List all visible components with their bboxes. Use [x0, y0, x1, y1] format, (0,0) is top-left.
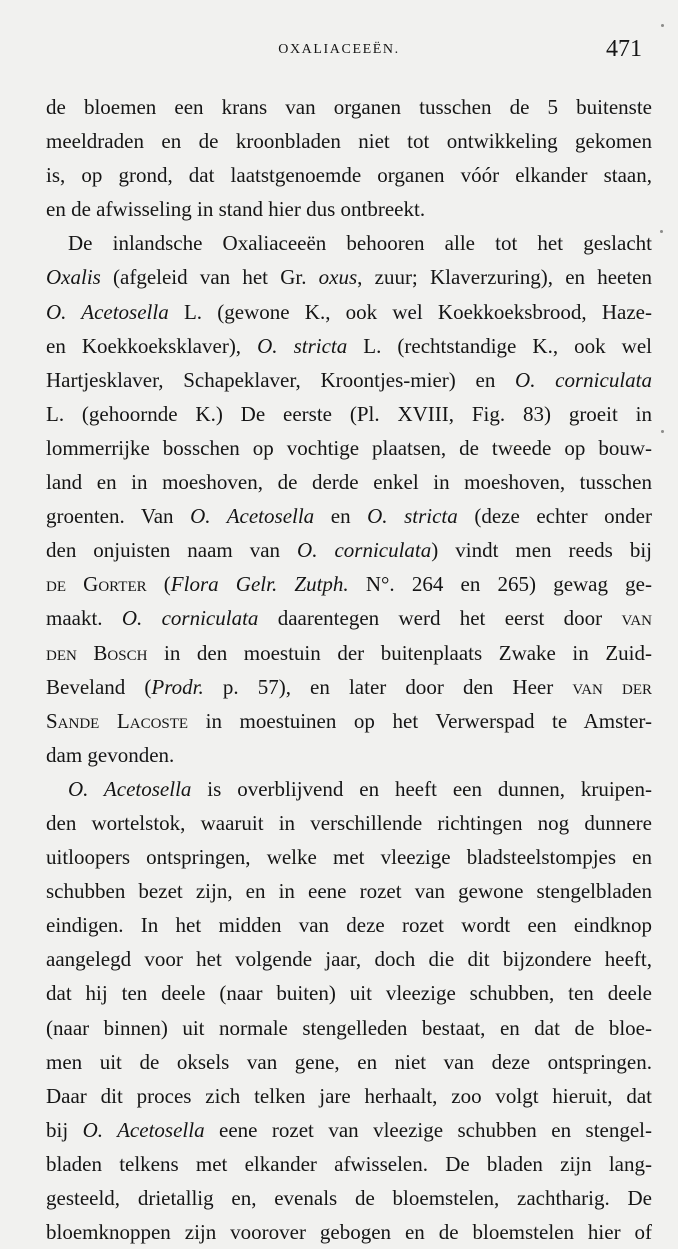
body-text [46, 90, 652, 1249]
text-line [46, 226, 652, 260]
page-header [0, 36, 678, 66]
text-run: maakt. [46, 606, 122, 631]
smallcaps-run: de Gorter [46, 572, 147, 597]
italic-run: O. corniculata [297, 538, 432, 563]
text-line [46, 431, 652, 465]
paper-speck [660, 230, 663, 233]
text-run: (naar binnen) uit normale stengelleden bestaat, en dat de bloe- [46, 1015, 652, 1040]
text-line [46, 772, 652, 806]
text-run: N°. 264 en 265) gewag ge- [348, 572, 652, 597]
text-run: gesteeld, drietallig en, evenals de bloemstelen, zachtharig. De [46, 1186, 652, 1210]
text-run: den onjuisten naam van [46, 538, 298, 563]
text-line [46, 670, 652, 704]
text-line [46, 465, 652, 499]
text-run: en de afwisseling in stand hier dus ontbreekt. [46, 197, 426, 222]
text-run: en Koekkoeksklaver), [46, 333, 258, 358]
italic-run: Flora Gelr. Zutph. [170, 572, 349, 597]
text-run: uitloopers ontspringen, welke met vleezige bladsteelstompjes en [46, 845, 652, 870]
text-run: L. (rechtstandige K., ook wel [347, 333, 652, 358]
text-run: Beveland ( [46, 674, 152, 699]
text-run: en [314, 504, 368, 529]
text-run: ) vindt men reeds bij [431, 538, 652, 563]
text-line [46, 738, 652, 772]
text-line [46, 908, 652, 942]
text-run: in moestuinen op het Verwerspad te Amster- [188, 708, 652, 733]
italic-run: Prodr. [151, 674, 204, 699]
italic-run: oxus [318, 265, 358, 290]
italic-run: O. Acetosella [190, 504, 315, 529]
paper-speck [661, 430, 664, 433]
italic-run: Oxalis [46, 265, 101, 290]
text-line [46, 1079, 652, 1113]
text-run: p. 57), en later door den Heer [203, 674, 573, 699]
text-run: Daar dit proces zich telken jare herhaalt, zoo volgt hieruit, dat [46, 1083, 652, 1108]
text-run: men uit de oksels van gene, en niet van deze ontspringen. [46, 1049, 652, 1074]
italic-run: O. corniculata [515, 367, 652, 392]
italic-run: O. stricta [367, 504, 458, 529]
text-run: (afgeleid van het Gr. [100, 265, 319, 290]
text-line [46, 942, 652, 976]
text-run: groenten. Van [46, 504, 191, 529]
text-line [46, 704, 652, 738]
text-run: bladen telkens met elkander afwisselen. De bladen zijn lang- [46, 1151, 652, 1176]
text-run: aangelegd voor het volgende jaar, doch die dit bijzondere heeft, [46, 947, 652, 972]
text-run: daarentegen werd het eerst door [258, 606, 622, 631]
text-line [46, 874, 652, 908]
page-number: 471 [606, 36, 642, 62]
text-run: L. (gewone K., ook wel Koekkoeksbrood, Haze- [168, 299, 652, 324]
text-line [46, 601, 652, 635]
text-line [46, 1045, 652, 1079]
text-run: meeldraden en de kroonbladen niet tot ontwikkeling gekomen [46, 129, 652, 154]
text-line [46, 329, 652, 363]
text-line [46, 363, 652, 397]
text-run: bij [46, 1117, 83, 1142]
text-run: is overblijvend en heeft een dunnen, kruipen- [191, 776, 652, 801]
smallcaps-run: den Bosch [46, 640, 148, 665]
text-line [46, 1181, 652, 1215]
text-run: lommerrijke bosschen op vochtige plaatsen, de tweede op bouw- [46, 435, 652, 460]
italic-run: O. Acetosella [82, 1117, 205, 1142]
text-run: ( [146, 572, 171, 597]
text-run: De inlandsche Oxaliaceeën behooren alle tot het geslacht [68, 231, 652, 256]
text-line [46, 90, 652, 124]
text-line [46, 158, 652, 192]
text-line [46, 1215, 652, 1249]
smallcaps-run: Sande Lacoste [46, 708, 189, 733]
text-run: schubben bezet zijn, en in eene rozet van gewone stengelbladen [46, 879, 652, 904]
text-line [46, 636, 652, 670]
text-run: de bloemen een krans van organen tusschen de 5 buitenste [46, 95, 652, 119]
text-run: eene rozet van vleezige schubben en stengel- [204, 1117, 652, 1142]
text-line [46, 1147, 652, 1181]
text-line [46, 124, 652, 158]
text-run: Hartjesklaver, Schapeklaver, Kroontjes-mier) en [46, 367, 516, 392]
text-line [46, 976, 652, 1010]
text-line [46, 499, 652, 533]
italic-run: O. stricta [257, 333, 348, 358]
text-line [46, 533, 652, 567]
running-title: OXALIACEEËN. [278, 42, 400, 57]
smallcaps-run: van der [572, 674, 652, 699]
text-run: in den moestuin der buitenplaats Zwake in Zuid- [147, 640, 652, 665]
text-line [46, 397, 652, 431]
text-run: L. (gehoornde K.) De eerste (Pl. XVIII, Fig. 83) groeit in [46, 401, 652, 426]
italic-run: O. Acetosella [68, 776, 192, 801]
italic-run: O. corniculata [121, 606, 259, 631]
text-line [46, 260, 652, 294]
text-run: bloemknoppen zijn voorover gebogen en de bloemstelen hier of [46, 1220, 652, 1245]
text-line [46, 1113, 652, 1147]
text-line [46, 567, 652, 601]
text-line [46, 806, 652, 840]
text-line [46, 295, 652, 329]
text-line [46, 1011, 652, 1045]
text-run: den wortelstok, waaruit in verschillende richtingen nog dunnere [46, 810, 652, 835]
text-run: dat hij ten deele (naar buiten) uit vleezige schubben, ten deele [46, 981, 652, 1006]
text-run: eindigen. In het midden van deze rozet wordt een eindknop [46, 913, 652, 938]
text-line [46, 840, 652, 874]
paper-speck [661, 24, 664, 27]
text-run: land en in moeshoven, de derde enkel in moeshoven, tusschen [46, 470, 652, 495]
smallcaps-run: van [621, 606, 652, 631]
text-run: (deze echter onder [457, 504, 652, 529]
text-run: , zuur; Klaverzuring), en heeten [357, 265, 652, 290]
text-line [46, 192, 652, 226]
italic-run: O. Acetosella [46, 299, 169, 324]
text-run: dam gevonden. [46, 742, 175, 767]
text-run: is, op grond, dat laatstgenoemde organen vóór elkander staan, [46, 163, 652, 188]
